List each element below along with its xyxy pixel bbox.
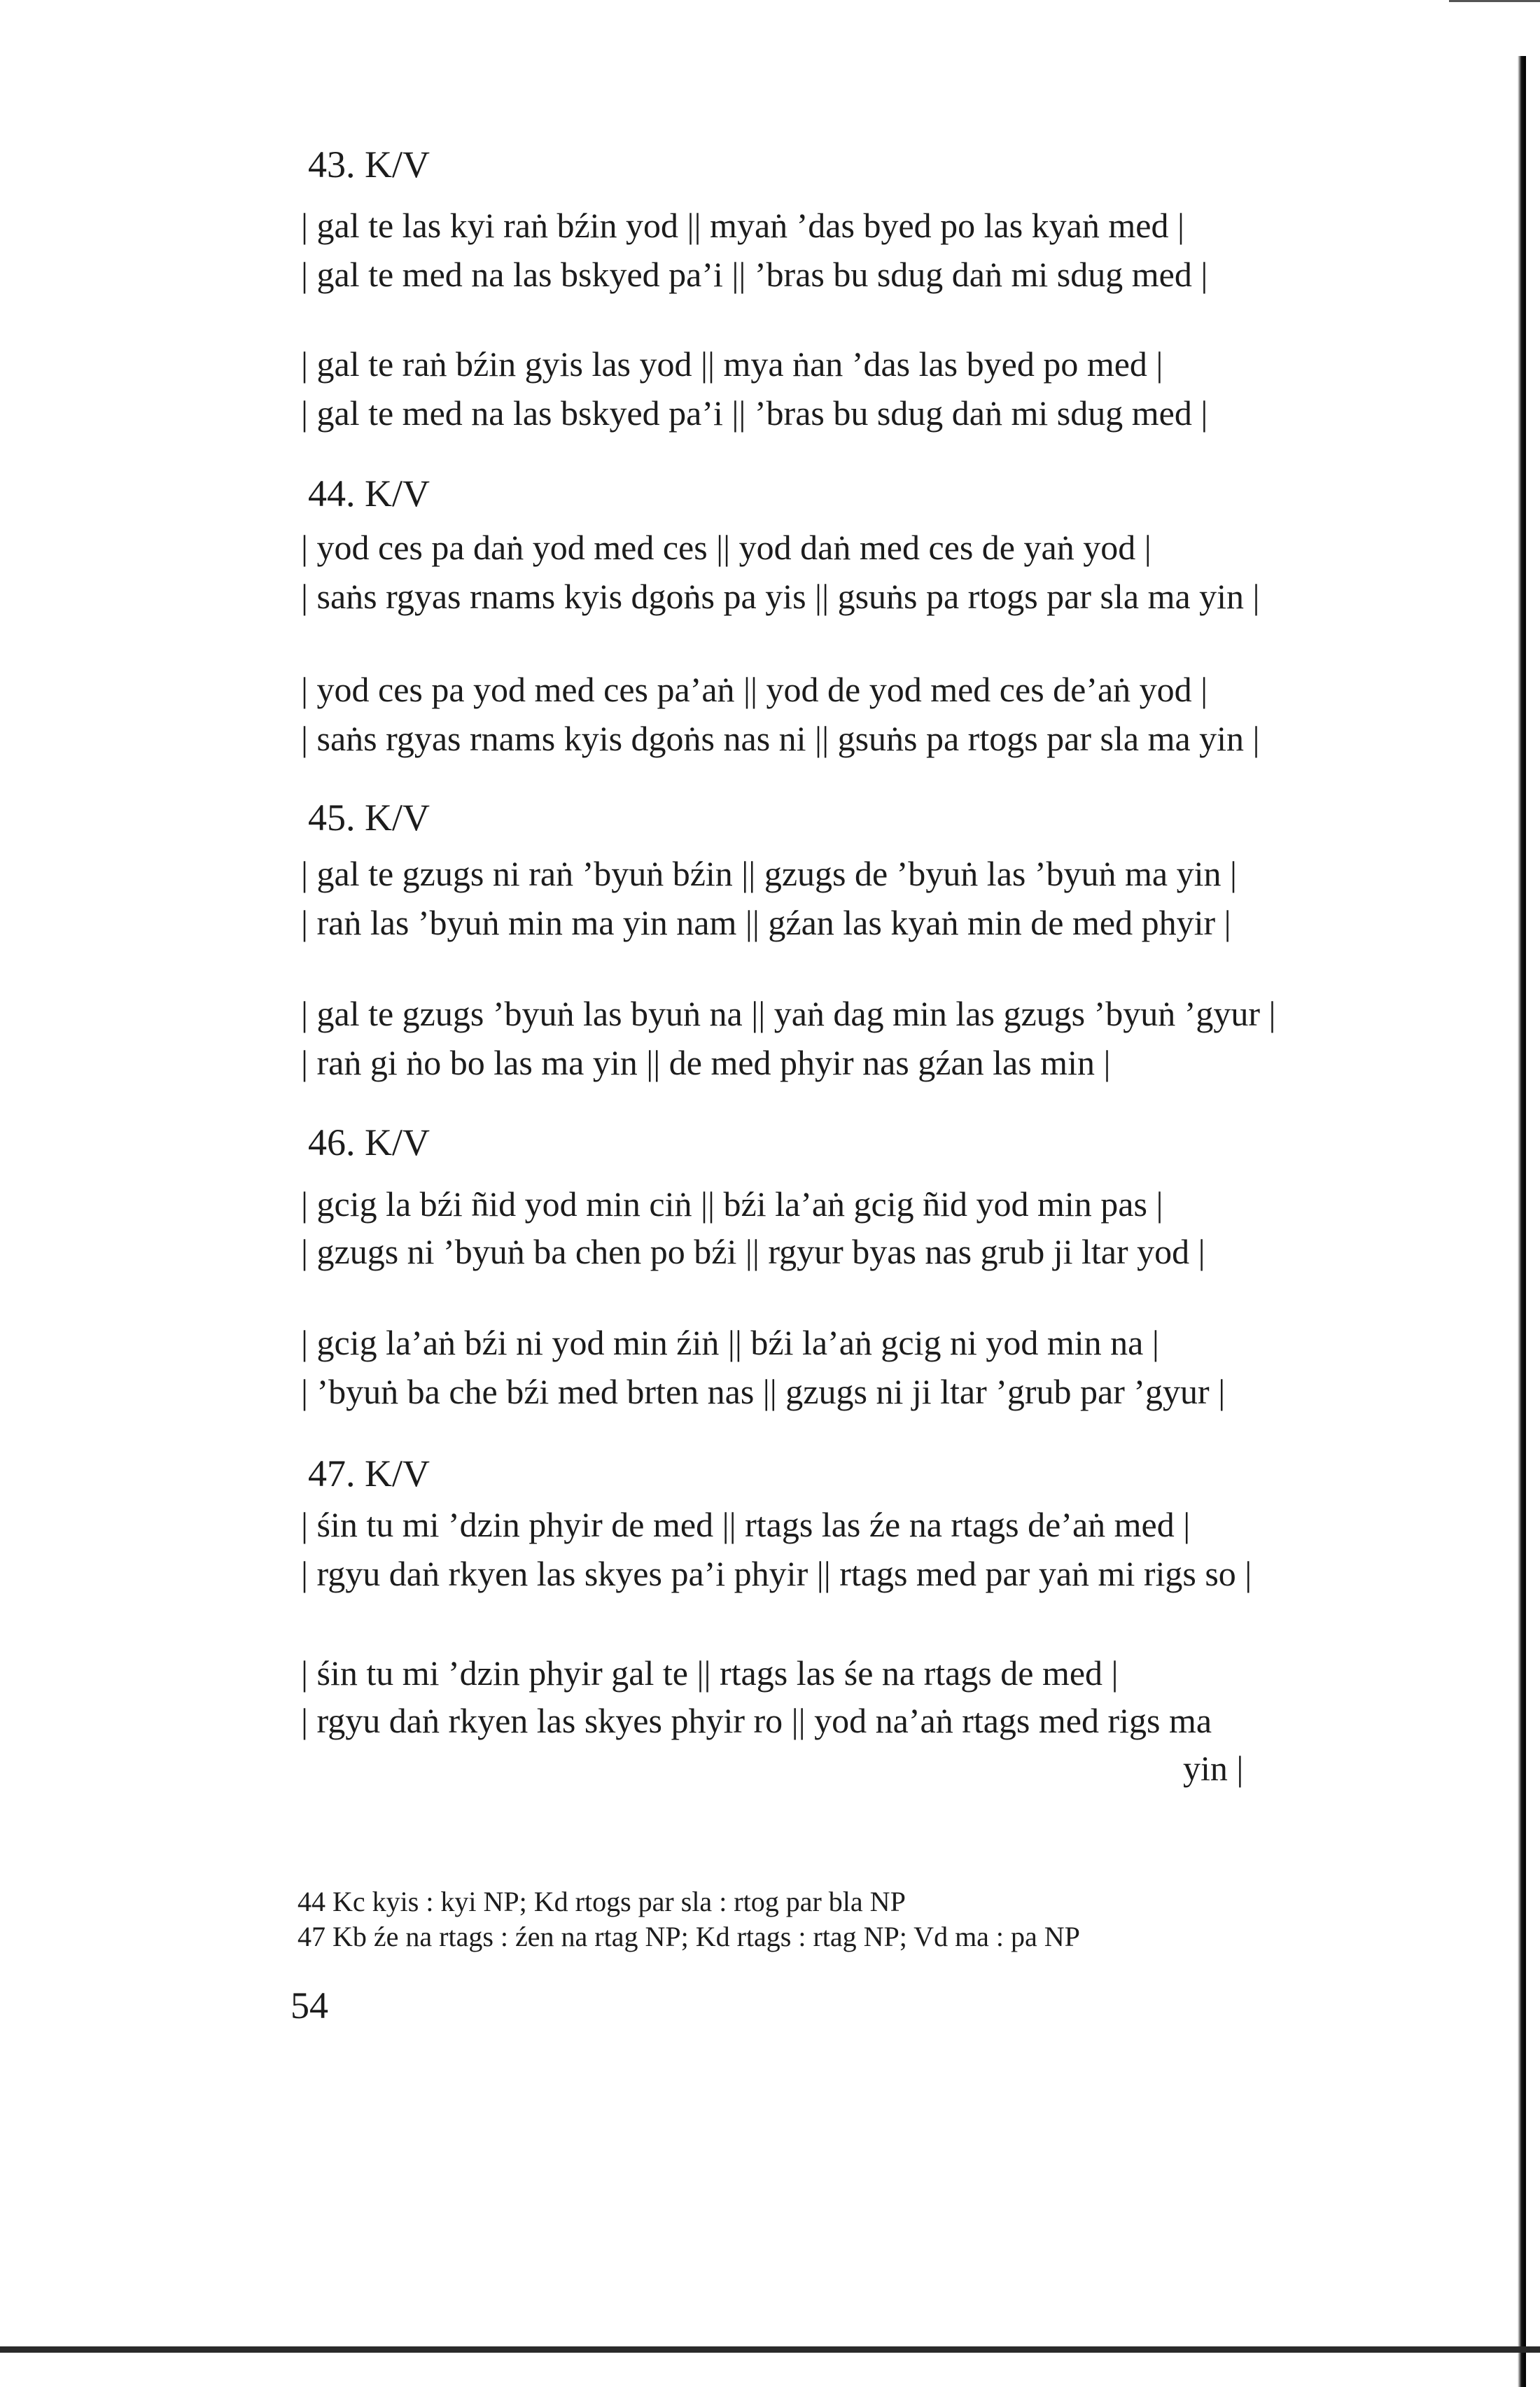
- verse-line: | gcig la bźi ñid yod min ciṅ || bźi la’aṅ gcig ñid yod min pas |: [301, 1184, 1163, 1224]
- footnote: 44 Kc kyis : kyi NP; Kd rtogs par sla : rtog par bla NP: [298, 1886, 906, 1917]
- verse-line: | śin tu mi ’dzin phyir gal te || rtags las śe na rtags de med |: [301, 1653, 1119, 1693]
- verse-line: | gzugs ni ’byuṅ ba chen po bźi || rgyur byas nas grub ji ltar yod |: [301, 1232, 1205, 1271]
- verse-number: 46. K/V: [308, 1121, 430, 1163]
- verse-line-continuation: yin |: [1183, 1749, 1244, 1788]
- verse-line: | ’byuṅ ba che bźi med brten nas || gzugs ni ji ltar ’grub par ’gyur |: [301, 1372, 1226, 1411]
- verse-line: | gal te med na las bskyed pa’i || ’bras bu sdug daṅ mi sdug med |: [301, 255, 1208, 294]
- verse-line: | gcig la’aṅ bźi ni yod min źiṅ || bźi la’aṅ gcig ni yod min na |: [301, 1323, 1159, 1362]
- verse-line: | saṅs rgyas rnams kyis dgoṅs nas ni || gsuṅs pa rtogs par sla ma yin |: [301, 719, 1260, 758]
- footnote: 47 Kb źe na rtags : źen na rtag NP; Kd rtags : rtag NP; Vd ma : pa NP: [298, 1921, 1080, 1952]
- verse-line: | yod ces pa yod med ces pa’aṅ || yod de yod med ces de’aṅ yod |: [301, 670, 1208, 709]
- verse-line: | gal te gzugs ni raṅ ’byuṅ bźin || gzugs de ’byuṅ las ’byuṅ ma yin |: [301, 854, 1237, 893]
- page-number: 54: [290, 1984, 328, 2026]
- verse-line: | yod ces pa daṅ yod med ces || yod daṅ med ces de yaṅ yod |: [301, 528, 1152, 567]
- verse-line: | rgyu daṅ rkyen las skyes pa’i phyir || rtags med par yaṅ mi rigs so |: [301, 1554, 1252, 1593]
- verse-line: | gal te raṅ bźin gyis las yod || mya ṅan ’das las byed po med |: [301, 344, 1163, 384]
- verse-line: | rgyu daṅ rkyen las skyes phyir ro || yod na’aṅ rtags med rigs ma: [301, 1701, 1212, 1740]
- verse-line: | gal te med na las bskyed pa’i || ’bras bu sdug daṅ mi sdug med |: [301, 393, 1208, 433]
- verse-number: 44. K/V: [308, 472, 430, 514]
- scan-edge-bottom: [0, 2346, 1540, 2353]
- scan-edge-top: [1449, 0, 1540, 2]
- verse-line: | raṅ las ’byuṅ min ma yin nam || gźan las kyaṅ min de med phyir |: [301, 903, 1231, 942]
- verse-line: | śin tu mi ’dzin phyir de med || rtags las źe na rtags de’aṅ med |: [301, 1505, 1191, 1544]
- verse-line: | saṅs rgyas rnams kyis dgoṅs pa yis || gsuṅs pa rtogs par sla ma yin |: [301, 577, 1260, 616]
- verse-number: 43. K/V: [308, 144, 430, 186]
- verse-number: 47. K/V: [308, 1452, 430, 1494]
- verse-line: | gal te las kyi raṅ bźin yod || myaṅ ’das byed po las kyaṅ med |: [301, 206, 1184, 245]
- verse-line: | raṅ gi ṅo bo las ma yin || de med phyir nas gźan las min |: [301, 1043, 1111, 1082]
- scan-edge-right: [1518, 56, 1526, 2387]
- verse-number: 45. K/V: [308, 797, 430, 839]
- verse-line: | gal te gzugs ’byuṅ las byuṅ na || yaṅ dag min las gzugs ’byuṅ ’gyur |: [301, 994, 1276, 1033]
